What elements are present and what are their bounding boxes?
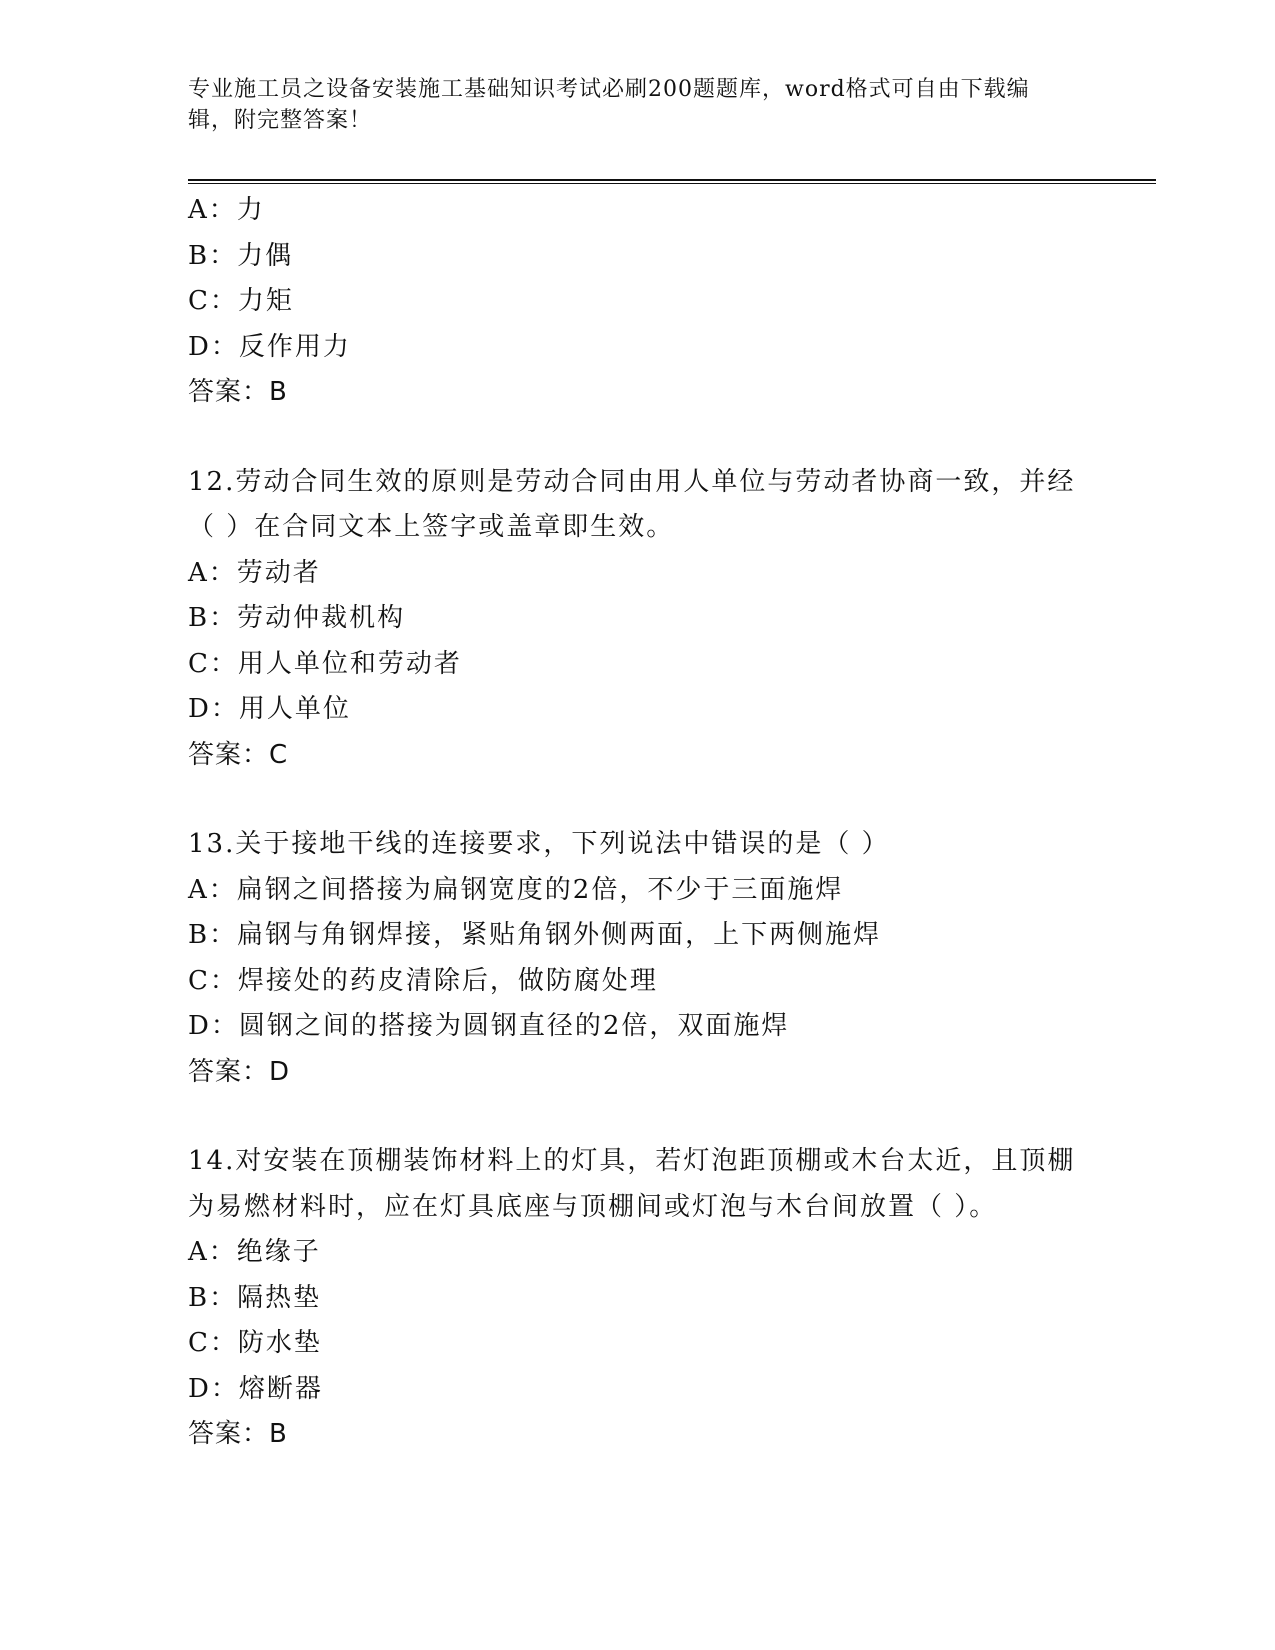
option-b: B：隔热垫 (188, 1282, 322, 1313)
document-header (188, 74, 1068, 136)
header-divider-thick (188, 179, 1156, 181)
question-text: 12.劳动合同生效的原则是劳动合同由用人单位与劳动者协商一致，并经（ ）在合同文本上签字或盖章即生效。 (188, 466, 1076, 542)
option-b: B：劳动仲裁机构 (188, 603, 406, 633)
question-12 (188, 460, 1088, 779)
question-number: 14. (188, 1146, 236, 1176)
option-d: D：用人单位 (188, 694, 351, 724)
option-d: D：反作用力 (188, 331, 351, 362)
header-divider-thin (188, 183, 1156, 184)
question-13 (188, 822, 1088, 1095)
answer-line: 答案：D (188, 1056, 291, 1087)
option-d: D：圆钢之间的搭接为圆钢直径的2倍，双面施焊 (188, 1011, 790, 1041)
question-number: 13. (188, 829, 236, 859)
option-c: C：焊接处的药皮清除后，做防腐处理 (188, 965, 658, 996)
question-number: 12. (188, 466, 236, 497)
option-c: C：力矩 (188, 286, 294, 316)
question-text: 13.关于接地干线的连接要求，下列说法中错误的是（ ） (188, 829, 890, 859)
document-title: 专业施工员之设备安装施工基础知识考试必刷200题题库，word格式可自由下载编辑，附完整答案！ (188, 77, 1030, 133)
option-a: A：绝缘子 (188, 1237, 321, 1267)
answer-line: 答案：B (188, 377, 288, 407)
answer-line: 答案：C (188, 739, 289, 770)
question-text: 14.对安装在顶棚装饰材料上的灯具，若灯泡距顶棚或木台太近，且顶棚为易燃材料时，应在灯具底座与顶棚间或灯泡与木台间放置（ ）。 (188, 1146, 1076, 1222)
question-list (188, 188, 1088, 1458)
option-a: A：力 (188, 195, 265, 225)
answer-line: 答案：B (188, 1419, 288, 1449)
option-b: B：力偶 (188, 240, 294, 271)
question-14 (188, 1139, 1088, 1458)
option-a: A：扁钢之间搭接为扁钢宽度的2倍，不少于三面施焊 (188, 874, 844, 905)
option-b: B：扁钢与角钢焊接，紧贴角钢外侧两面，上下两侧施焊 (188, 920, 882, 950)
option-d: D：熔断器 (188, 1373, 323, 1404)
question-11-continued (188, 188, 1088, 416)
option-c: C：用人单位和劳动者 (188, 648, 462, 679)
option-a: A：劳动者 (188, 557, 321, 588)
option-c: C：防水垫 (188, 1328, 322, 1358)
